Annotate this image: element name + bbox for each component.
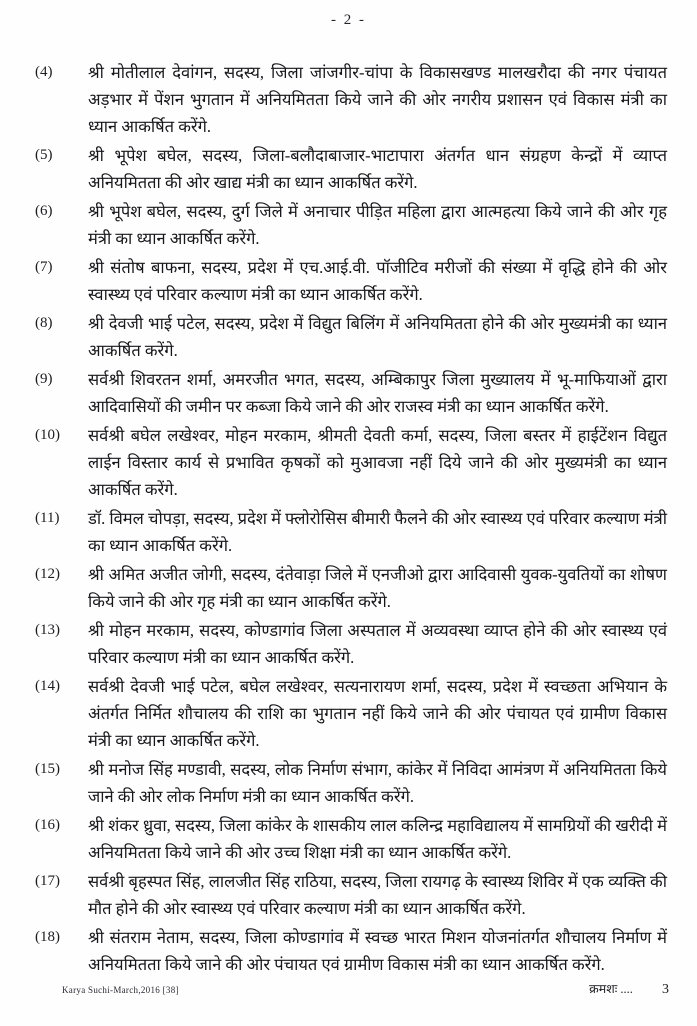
item-text: श्री मोहन मरकाम, सदस्य, कोण्डागांव जिला अस्पताल में अव्यवस्था व्याप्त होने की ओर स्वास्थ्य एवं परिवार कल्याण मंत्री का ध्यान आकर्षित करेंगे. bbox=[88, 621, 667, 667]
agenda-item bbox=[35, 561, 667, 615]
agenda-item bbox=[35, 505, 667, 559]
agenda-item bbox=[35, 617, 667, 671]
item-text: सर्वश्री शिवरतन शर्मा, अमरजीत भगत, सदस्य, अम्बिकापुर जिला मुख्यालय में भू-माफियाओं द्वारा आदिवासियों की जमीन पर कब्जा किये जाने की ओर राजस्व मंत्री का ध्यान आकर्षित करेंगे. bbox=[88, 370, 667, 416]
footer-continuation bbox=[589, 980, 669, 998]
item-text: डॉ. विमल चोपड़ा, सदस्य, प्रदेश में फ्लोरोसिस बीमारी फैलने की ओर स्वास्थ्य एवं परिवार कल्याण मंत्री का ध्यान आकर्षित करेंगे. bbox=[88, 509, 667, 555]
item-number: (18) bbox=[35, 929, 60, 945]
item-text: श्री संतराम नेताम, सदस्य, जिला कोण्डागांव में स्वच्छ भारत मिशन योजनांतर्गत शौचालय निर्माण में अनियमितता किये जाने की ओर पंचायत एवं ग्रामीण विकास मंत्री का ध्यान आकर्षित करेंगे. bbox=[88, 928, 667, 974]
item-number: (14) bbox=[35, 678, 60, 694]
item-text: सर्वश्री बृहस्पत सिंह, लालजीत सिंह राठिया, सदस्य, जिला रायगढ़ के स्वास्थ्य शिविर में एक व्यक्ति की मौत होने की ओर स्वास्थ्य एवं परिवार कल्याण मंत्री का ध्यान आकर्षित करेंगे. bbox=[88, 872, 667, 918]
item-text: श्री अमित अजीत जोगी, सदस्य, दंतेवाड़ा जिले में एनजीओ द्वारा आदिवासी युवक-युवतियों का शोषण किये जाने की ओर गृह मंत्री का ध्यान आकर्षित करेंगे. bbox=[88, 565, 667, 611]
item-number: (12) bbox=[35, 566, 60, 582]
continuation-label: क्रमशः .... bbox=[589, 982, 633, 996]
item-number: (5) bbox=[35, 147, 53, 163]
item-number: (6) bbox=[35, 203, 53, 219]
next-page-number: 3 bbox=[662, 982, 669, 997]
item-number: (9) bbox=[35, 371, 53, 387]
item-text: श्री मनोज सिंह मण्डावी, सदस्य, लोक निर्माण संभाग, कांकेर में निविदा आमंत्रण में अनियमितता किये जाने की ओर लोक निर्माण मंत्री का ध्यान आकर्षित करेंगे. bbox=[88, 760, 667, 806]
item-text: श्री संतोष बाफना, सदस्य, प्रदेश में एच.आई.वी. पॉजीटिव मरीजों की संख्या में वृद्धि होने की ओर स्वास्थ्य एवं परिवार कल्याण मंत्री का ध्यान आकर्षित करेंगे. bbox=[88, 258, 667, 304]
item-list bbox=[0, 59, 697, 978]
item-text: श्री मोतीलाल देवांगन, सदस्य, जिला जांजगीर-चांपा के विकासखण्ड मालखरौदा की नगर पंचायत अड़भार में पेंशन भुगतान में अनियमितता किये जाने की ओर नगरीय प्रशासन एवं विकास मंत्री का ध्यान आकर्षित करेंगे. bbox=[88, 63, 667, 136]
item-number: (13) bbox=[35, 622, 60, 638]
agenda-item bbox=[35, 59, 667, 140]
agenda-item bbox=[35, 198, 667, 252]
item-number: (7) bbox=[35, 259, 53, 275]
agenda-item bbox=[35, 142, 667, 196]
item-number: (8) bbox=[35, 315, 53, 331]
item-text: श्री देवजी भाई पटेल, सदस्य, प्रदेश में विद्युत बिलिंग में अनियमितता होने की ओर मुख्यमंत्री का ध्यान आकर्षित करेंगे. bbox=[88, 314, 667, 360]
item-number: (16) bbox=[35, 817, 60, 833]
footer-document-reference: Karya Suchi-March,2016 [38] bbox=[62, 985, 179, 995]
page-footer bbox=[0, 980, 697, 998]
agenda-item bbox=[35, 924, 667, 978]
item-number: (17) bbox=[35, 873, 60, 889]
page-number-header: - 2 - bbox=[331, 12, 366, 28]
agenda-item bbox=[35, 673, 667, 754]
item-text: सर्वश्री बघेल लखेश्वर, मोहन मरकाम, श्रीमती देवती कर्मा, सदस्य, जिला बस्तर में हाईटेंशन विद्युत लाईन विस्तार कार्य से प्रभावित कृषकों को मुआवजा नहीं दिये जाने की ओर मुख्यमंत्री का ध्यान आकर्षित करेंगे. bbox=[88, 426, 667, 499]
agenda-item bbox=[35, 868, 667, 922]
item-text: सर्वश्री देवजी भाई पटेल, बघेल लखेश्वर, सत्यनारायण शर्मा, सदस्य, प्रदेश में स्वच्छता अभियान के अंतर्गत निर्मित शौचालय की राशि का भुगतान नहीं किये जाने की ओर पंचायत एवं ग्रामीण विकास मंत्री का ध्यान आकर्षित करेंगे. bbox=[88, 677, 667, 750]
item-text: श्री भूपेश बघेल, सदस्य, जिला-बलौदाबाजार-भाटापारा अंतर्गत धान संग्रहण केन्द्रों में व्याप्त अनियमितता की ओर खाद्य मंत्री का ध्यान आकर्षित करेंगे. bbox=[88, 146, 667, 192]
item-number: (10) bbox=[35, 427, 60, 443]
agenda-item bbox=[35, 422, 667, 503]
agenda-item bbox=[35, 812, 667, 866]
agenda-item bbox=[35, 366, 667, 420]
item-text: श्री शंकर ध्रुवा, सदस्य, जिला कांकेर के शासकीय लाल कलिन्द्र महाविद्यालय में सामग्रियों की खरीदी में अनियमितता किये जाने की ओर उच्च शिक्षा मंत्री का ध्यान आकर्षित करेंगे. bbox=[88, 816, 667, 862]
item-number: (4) bbox=[35, 64, 53, 80]
agenda-item bbox=[35, 310, 667, 364]
agenda-item bbox=[35, 756, 667, 810]
item-number: (15) bbox=[35, 761, 60, 777]
item-text: श्री भूपेश बघेल, सदस्य, दुर्ग जिले में अनाचार पीड़ित महिला द्वारा आत्महत्या किये जाने की ओर गृह मंत्री का ध्यान आकर्षित करेंगे. bbox=[88, 202, 667, 248]
agenda-item bbox=[35, 254, 667, 308]
item-number: (11) bbox=[35, 510, 60, 526]
